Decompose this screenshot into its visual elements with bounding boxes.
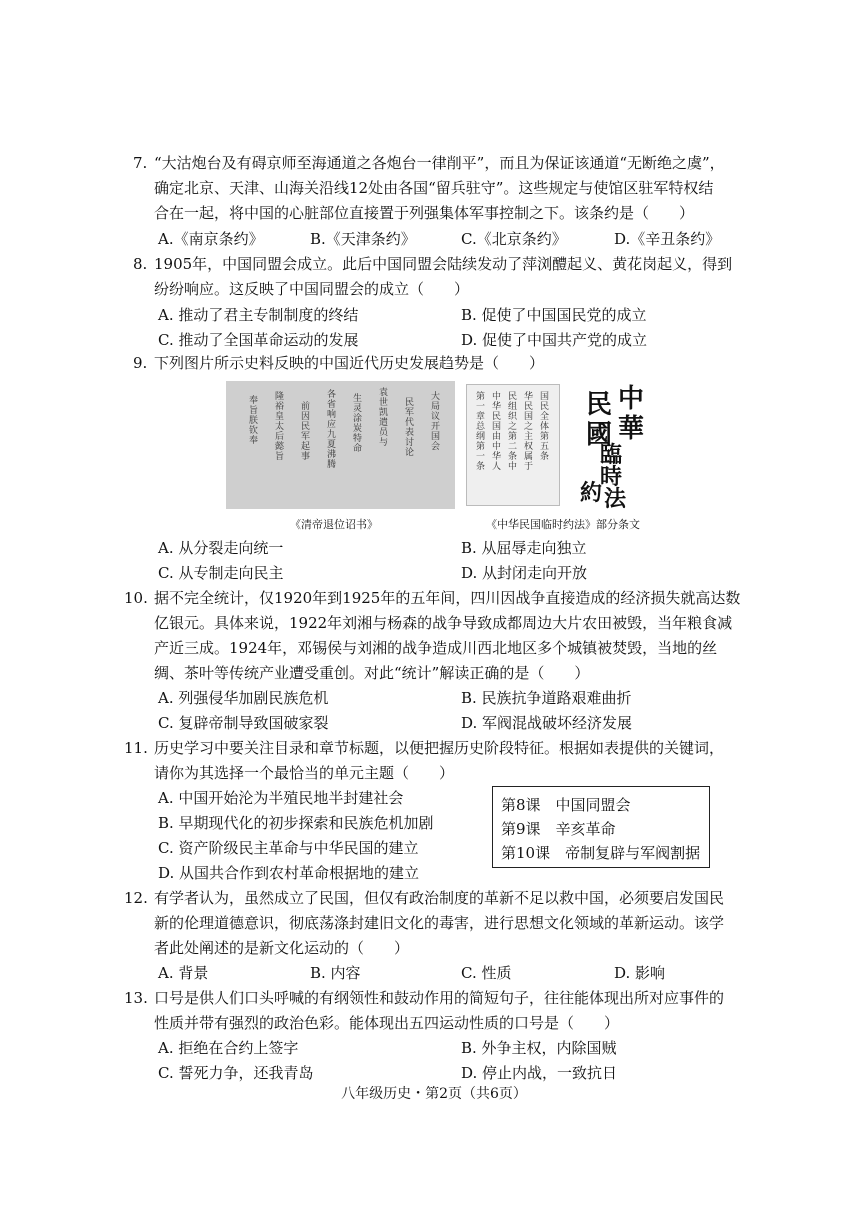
option-b: B. 外争主权，内除国贼 — [461, 1039, 617, 1057]
option-a: A. 从分裂走向统一 — [158, 539, 284, 557]
option-d: D.《辛丑条约》 — [614, 230, 721, 248]
question-text: “大沽炮台及有碍京师至海通道之各炮台一律削平”，而且为保证该通道“无断绝之虞”， — [154, 154, 725, 172]
question-text: 1905年，中国同盟会成立。此后中国同盟会陆续发动了萍浏醴起义、黄花岗起义，得到 — [154, 255, 733, 273]
option-c: C. 从专制走向民主 — [158, 564, 284, 582]
question-number: 13. — [124, 989, 148, 1007]
question-text: 者此处阐述的是新文化运动的（ ） — [154, 939, 410, 957]
question-text: 历史学习中要关注目录和章节标题，以便把握历史阶段特征。根据如表提供的关键词， — [154, 739, 725, 757]
question-text: 有学者认为，虽然成立了民国，但仅有政治制度的革新不足以救中国，必须要启发国民 — [154, 889, 725, 907]
option-c: C.《北京条约》 — [461, 230, 567, 248]
title-char: 法 — [604, 486, 627, 510]
option-b: B. 促使了中国国民党的成立 — [461, 306, 647, 324]
image-text: 奉旨朕钦奉 — [247, 395, 257, 445]
option-c: C. 誓死力争，还我青岛 — [158, 1064, 314, 1082]
image-caption-left: 《清帝退位诏书》 — [290, 518, 378, 531]
question-number: 12. — [124, 889, 148, 907]
option-d: D. 从封闭走向开放 — [461, 564, 588, 582]
image-caption-right: 《中华民国临时约法》部分条文 — [486, 518, 640, 531]
option-c: C. 复辟帝制导致国破家裂 — [158, 714, 329, 732]
question-text: 产近三成。1924年，邓锡侯与刘湘的战争造成川西北地区多个城镇被焚毁，当地的丝 — [154, 639, 718, 657]
option-a: A. 中国开始沦为半殖民地半封建社会 — [158, 789, 404, 807]
option-b: B. 内容 — [310, 964, 361, 982]
option-b: B. 从屈辱走向独立 — [461, 539, 587, 557]
edict-image — [226, 381, 455, 509]
question-text: 新的伦理道德意识，彻底荡涤封建旧文化的毒害，进行思想文化领域的革新运动。该学 — [154, 914, 725, 932]
question-number: 11. — [124, 739, 148, 757]
option-a: A. 推动了君主专制制度的终结 — [158, 306, 359, 324]
table-row: 第9课 辛亥革命 — [501, 820, 616, 838]
option-d: D. 从国共合作到农村革命根据地的建立 — [158, 864, 420, 882]
title-char: 國 — [586, 420, 613, 450]
option-d: D. 促使了中国共产党的成立 — [461, 331, 648, 349]
chapter-table — [492, 786, 710, 868]
question-text: 性质并带有强烈的政治色彩。能体现出五四运动性质的口号是（ ） — [154, 1014, 620, 1032]
question-number: 8. — [133, 255, 148, 273]
option-d: D. 军阀混战破坏经济发展 — [461, 714, 633, 732]
option-a: A.《南京条约》 — [158, 230, 264, 248]
question-text: 下列图片所示史料反映的中国近代历史发展趋势是（ ） — [154, 354, 545, 372]
title-char: 民 — [586, 390, 613, 420]
option-d: D. 停止内战，一致抗日 — [461, 1064, 618, 1082]
question-text: 确定北京、天津、山海关沿线12处由各国“留兵驻守”。这些规定与使馆区驻军特权结 — [154, 179, 714, 197]
question-text: 纷纷响应。这反映了中国同盟会的成立（ ） — [154, 280, 470, 298]
question-text: 请你为其选择一个最恰当的单元主题（ ） — [154, 764, 455, 782]
table-row: 第8课 中国同盟会 — [501, 796, 631, 814]
option-b: B. 早期现代化的初步探索和民族危机加剧 — [158, 814, 434, 832]
image-text: 民组织之第二条中 — [506, 391, 516, 471]
image-text: 国民全体第五条 — [538, 391, 548, 461]
option-c: C. 资产阶级民主革命与中华民国的建立 — [158, 839, 419, 857]
question-number: 9. — [133, 354, 148, 372]
table-row: 第10课 帝制复辟与军阀割据 — [501, 844, 701, 862]
option-c: C. 性质 — [461, 964, 512, 982]
title-char: 時 — [600, 464, 623, 490]
image-text: 袁世凯遣员与 — [377, 387, 387, 447]
question-text: 亿银元。具体来说，1922年刘湘与杨森的战争导致成都周边大片农田被毁，当年粮食减 — [154, 614, 733, 632]
image-text: 隆裕皇太后懿旨 — [273, 391, 283, 461]
option-d: D. 影响 — [614, 964, 666, 982]
image-text: 第一章总纲第一条 — [474, 391, 484, 471]
title-char: 華 — [618, 414, 645, 444]
question-text: 口号是供人们口头呼喊的有纲领性和鼓动作用的简短句子，往往能体现出所对应事件的 — [154, 989, 725, 1007]
question-text: 合在一起，将中国的心脏部位直接置于列强集体军事控制之下。该条约是（ ） — [154, 204, 695, 222]
title-char: 中 — [618, 384, 645, 414]
option-a: A. 背景 — [158, 964, 209, 982]
title-char: 臨 — [600, 442, 623, 468]
question-number: 7. — [133, 154, 148, 172]
question-text: 绸、茶叶等传统产业遭受重创。对此“统计”解读正确的是（ ） — [154, 664, 590, 682]
image-text: 前因民军起事 — [299, 401, 309, 461]
option-a: A. 拒绝在合约上签字 — [158, 1039, 299, 1057]
option-b: B.《天津条约》 — [310, 230, 416, 248]
option-c: C. 推动了全国革命运动的发展 — [158, 331, 359, 349]
text-page — [466, 384, 560, 506]
option-a: A. 列强侵华加剧民族危机 — [158, 689, 329, 707]
constitution-image — [460, 378, 650, 510]
image-text: 华民国之主权属于 — [522, 391, 532, 471]
image-text: 大局议开国会 — [429, 391, 439, 451]
image-text: 各省响应九夏沸腾 — [325, 389, 335, 469]
image-text: 民军代表讨论 — [403, 397, 413, 457]
image-text: 生灵涂炭特命 — [351, 393, 361, 453]
option-b: B. 民族抗争道路艰难曲折 — [461, 689, 632, 707]
title-char: 約 — [580, 480, 603, 506]
question-text: 据不完全统计，仅1920年到1925年的五年间，四川因战争直接造成的经济损失就高达数 — [154, 589, 741, 607]
page-footer: 八年级历史・第2页（共6页） — [341, 1086, 527, 1102]
image-text: 中华民国由中华人 — [490, 391, 500, 471]
question-number: 10. — [124, 589, 148, 607]
